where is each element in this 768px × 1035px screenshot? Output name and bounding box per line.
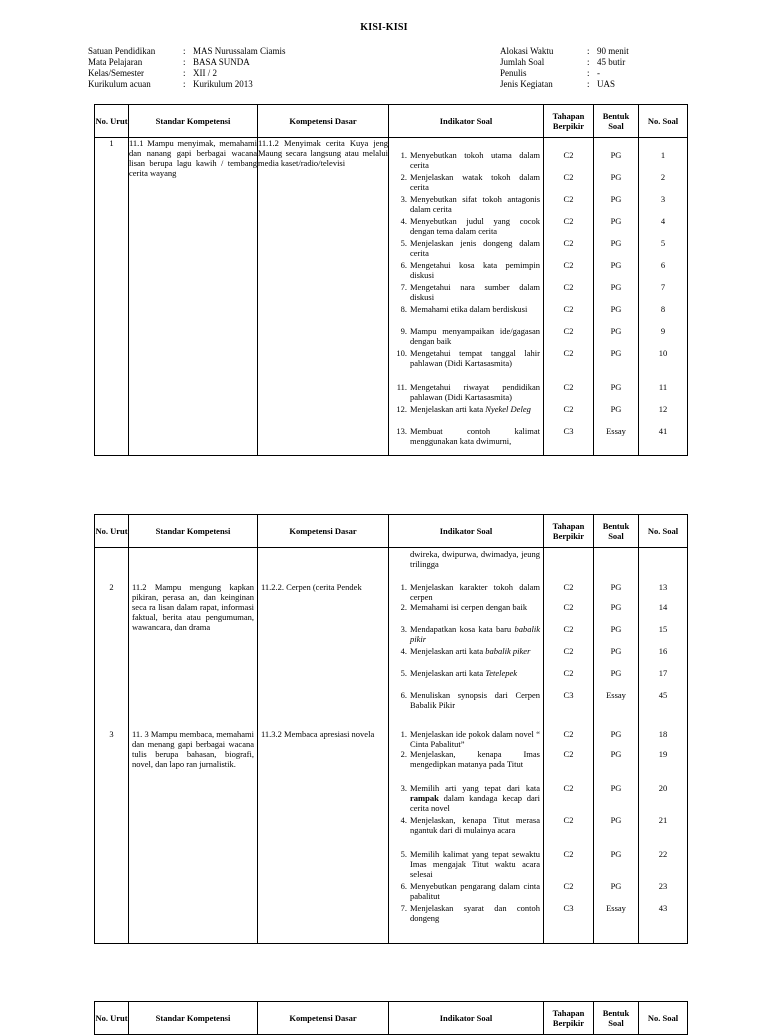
indicator-text: Menjelaskan arti kata Nyekel Deleg bbox=[410, 404, 531, 414]
meta-value: Kurikulum 2013 bbox=[193, 79, 253, 89]
nosoal-value: 17 bbox=[658, 668, 668, 678]
kompetensi-dasar-text: 11.3.2 Membaca apresiasi novela bbox=[261, 729, 375, 739]
indicator-item bbox=[389, 881, 543, 901]
meta-value: XII / 2 bbox=[193, 68, 217, 78]
indicator-item bbox=[389, 624, 543, 644]
tahapan-cell bbox=[544, 548, 594, 944]
tahapan-value: C2 bbox=[563, 282, 574, 292]
meta-row bbox=[500, 68, 629, 79]
header-standar-kompetensi: Standar Kompetensi bbox=[129, 1002, 258, 1035]
nosoal-value: 18 bbox=[658, 729, 668, 739]
header-standar-kompetensi: Standar Kompetensi bbox=[129, 105, 258, 138]
indicator-text: Menyebutkan tokoh utama dalam cerita bbox=[410, 150, 540, 170]
meta-label: Penulis bbox=[500, 68, 527, 78]
meta-label: Jenis Kegiatan bbox=[500, 79, 553, 89]
meta-label: Kelas/Semester bbox=[88, 68, 144, 78]
meta-row bbox=[500, 79, 629, 90]
indicator-item bbox=[389, 849, 543, 879]
header-indikator-soal: Indikator Soal bbox=[389, 1002, 544, 1035]
table-header-row bbox=[95, 1002, 688, 1035]
meta-value: UAS bbox=[597, 79, 616, 89]
tahapan-value: C2 bbox=[563, 582, 574, 592]
nosoal-value: 3 bbox=[660, 194, 666, 204]
tahapan-cell bbox=[544, 138, 594, 456]
tahapan-value: C2 bbox=[563, 849, 574, 859]
tahapan-value: C2 bbox=[563, 646, 574, 656]
indicator-item bbox=[389, 382, 543, 402]
indicator-number: 6. bbox=[400, 690, 407, 700]
indicator-number: 5. bbox=[400, 849, 407, 859]
tahapan-value: C2 bbox=[563, 326, 574, 336]
header-no-soal: No. Soal bbox=[639, 1002, 688, 1035]
nosoal-value: 23 bbox=[658, 881, 668, 891]
meta-label: Satuan Pendidikan bbox=[88, 46, 156, 56]
tahapan-value: C2 bbox=[563, 783, 574, 793]
meta-label: Mata Pelajaran bbox=[88, 57, 143, 67]
tahapan-value: C2 bbox=[563, 404, 574, 414]
meta-value: 45 butir bbox=[597, 57, 626, 67]
tahapan-value: C2 bbox=[563, 815, 574, 825]
indicator-item bbox=[389, 815, 543, 835]
indicator-text: Menjelaskan jenis dongeng dalam cerita bbox=[410, 238, 540, 258]
indicator-number: 6. bbox=[400, 881, 407, 891]
document-title: KISI-KISI bbox=[360, 22, 408, 33]
indicator-text: Menjelaskan karakter tokoh dalam cerpen bbox=[410, 582, 540, 602]
nosoal-value: 10 bbox=[658, 348, 668, 358]
bentuk-cell bbox=[594, 138, 639, 456]
kompetensi-dasar-text: 11.2.2. Cerpen (cerita Pendek bbox=[261, 582, 362, 592]
meta-label: Kurikulum acuan bbox=[88, 79, 151, 89]
bentuk-value: PG bbox=[610, 404, 622, 414]
nosoal-value: 2 bbox=[660, 172, 666, 182]
meta-left-block bbox=[88, 46, 286, 90]
kisi-table-1 bbox=[94, 104, 688, 456]
tahapan-value: C3 bbox=[563, 690, 574, 700]
header-no-urut: No. Urut bbox=[95, 515, 129, 548]
header-tahapan-berpikir: Tahapan Berpikir bbox=[544, 105, 594, 138]
kompetensi-dasar-cell bbox=[258, 548, 389, 944]
bentuk-value: PG bbox=[610, 668, 622, 678]
bentuk-value: PG bbox=[610, 150, 622, 160]
indicator-number: 7. bbox=[400, 903, 407, 913]
row-number: 1 bbox=[95, 138, 129, 456]
tahapan-value: C2 bbox=[563, 238, 574, 248]
bentuk-value: Essay bbox=[606, 426, 626, 436]
indicator-number: 1. bbox=[400, 582, 407, 592]
meta-row bbox=[88, 57, 286, 68]
nosoal-value: 15 bbox=[658, 624, 668, 634]
tahapan-value: C2 bbox=[563, 194, 574, 204]
meta-value: - bbox=[597, 68, 600, 78]
tahapan-value: C2 bbox=[563, 749, 574, 759]
bentuk-value: PG bbox=[610, 348, 622, 358]
nosoal-value: 14 bbox=[658, 602, 668, 612]
indicator-text: Menjelaskan arti kata babalik piker bbox=[410, 646, 531, 656]
bentuk-cell bbox=[594, 548, 639, 944]
nosoal-value: 7 bbox=[660, 282, 666, 292]
meta-row bbox=[500, 57, 629, 68]
row-number: 3 bbox=[109, 729, 114, 739]
indicator-text: Mengetahui nara sumber dalam diskusi bbox=[410, 282, 540, 302]
tahapan-value: C2 bbox=[563, 150, 574, 160]
tahapan-value: C2 bbox=[563, 382, 574, 392]
bentuk-value: Essay bbox=[606, 690, 626, 700]
header-tahapan-berpikir: Tahapan Berpikir bbox=[544, 1002, 594, 1035]
meta-value: 90 menit bbox=[597, 46, 629, 56]
tahapan-value: C2 bbox=[563, 348, 574, 358]
indicator-number: 2. bbox=[400, 749, 407, 759]
indicator-item bbox=[389, 668, 543, 678]
indicator-item bbox=[389, 282, 543, 302]
meta-colon: : bbox=[183, 79, 186, 89]
nosoal-value: 45 bbox=[658, 690, 668, 700]
indicator-text: Mengetahui kosa kata pemimpin diskusi bbox=[410, 260, 540, 280]
nosoal-value: 5 bbox=[660, 238, 666, 248]
meta-colon: : bbox=[183, 57, 186, 67]
indicator-number: 9. bbox=[400, 326, 407, 336]
table-row bbox=[95, 548, 688, 944]
bentuk-value: PG bbox=[610, 282, 622, 292]
standar-kompetensi-cell bbox=[129, 548, 258, 944]
row-number-cell bbox=[95, 548, 129, 944]
indicator-number: 13. bbox=[396, 426, 407, 436]
meta-colon: : bbox=[587, 57, 590, 67]
nosoal-value: 1 bbox=[660, 150, 666, 160]
indicator-text: Memilih arti yang tepat dari kata rampak dalam kandaga kecap dari cerita novel bbox=[410, 783, 540, 813]
indicator-number: 5. bbox=[400, 238, 407, 248]
indicator-text: Memahami etika dalam berdiskusi bbox=[410, 304, 528, 314]
indicator-number: 12. bbox=[396, 404, 407, 414]
indicator-item bbox=[389, 150, 543, 170]
header-kompetensi-dasar: Kompetensi Dasar bbox=[258, 105, 389, 138]
nosoal-cell bbox=[639, 138, 688, 456]
bentuk-value: PG bbox=[610, 815, 622, 825]
indicator-item bbox=[389, 783, 543, 813]
indicator-number: 3. bbox=[400, 783, 407, 793]
header-kompetensi-dasar: Kompetensi Dasar bbox=[258, 1002, 389, 1035]
tahapan-value: C2 bbox=[563, 624, 574, 634]
nosoal-value: 22 bbox=[658, 849, 668, 859]
bentuk-value: PG bbox=[610, 582, 622, 592]
indicator-number: 3. bbox=[400, 194, 407, 204]
indicator-item bbox=[389, 348, 543, 368]
indicator-number: 1. bbox=[400, 150, 407, 160]
meta-colon: : bbox=[183, 46, 186, 56]
bentuk-value: PG bbox=[610, 749, 622, 759]
indikator-cell bbox=[389, 138, 544, 456]
bentuk-value: PG bbox=[610, 326, 622, 336]
meta-right-block bbox=[500, 46, 629, 90]
tahapan-value: C2 bbox=[563, 172, 574, 182]
indicator-number: 2. bbox=[400, 602, 407, 612]
standar-kompetensi-text: 11.2 Mampu mengung kapkan pikiran, perasa an, dan keinginan seca ra lisan dalam rapat, informasi faktual, berita atau pengumuman, wawancara, dan drama bbox=[132, 582, 254, 632]
indicator-number: 10. bbox=[396, 348, 407, 358]
indicator-item bbox=[389, 304, 543, 314]
meta-label: Alokasi Waktu bbox=[500, 46, 554, 56]
standar-kompetensi-cell: 11.1 Mampu menyimak, memahami dan nanang gapi berbagai wacana lisan berupa lagu kawih / tembang cerita wayang bbox=[129, 138, 258, 456]
nosoal-value: 43 bbox=[658, 903, 668, 913]
header-no-soal: No. Soal bbox=[639, 105, 688, 138]
indicator-text: Memilih kalimat yang tepat sewaktu Imas mengajak Titut waktu acara selesai bbox=[410, 849, 540, 879]
header-no-urut: No. Urut bbox=[95, 105, 129, 138]
indicator-item bbox=[389, 404, 543, 414]
bentuk-value: PG bbox=[610, 729, 622, 739]
bentuk-value: Essay bbox=[606, 903, 626, 913]
indicator-item bbox=[389, 326, 543, 346]
bentuk-value: PG bbox=[610, 304, 622, 314]
bentuk-value: PG bbox=[610, 172, 622, 182]
indikator-cell bbox=[389, 548, 544, 944]
tahapan-value: C2 bbox=[563, 216, 574, 226]
indicator-item bbox=[389, 749, 543, 769]
indicator-number: 1. bbox=[400, 729, 407, 739]
indicator-item bbox=[389, 238, 543, 258]
indicator-text: Mampu menyampaikan ide/gagasan dengan baik bbox=[410, 326, 540, 346]
nosoal-value: 11 bbox=[658, 382, 668, 392]
indicator-item bbox=[389, 260, 543, 280]
meta-label: Jumlah Soal bbox=[500, 57, 545, 67]
indicator-item bbox=[389, 194, 543, 214]
indicator-text: Memahami isi cerpen dengan baik bbox=[410, 602, 528, 612]
indicator-item bbox=[389, 602, 543, 612]
kompetensi-dasar-cell: 11.1.2 Menyimak cerita Kuya jeng Maung secara langsung atau melalui media kaset/radio/televisi bbox=[258, 138, 389, 456]
nosoal-value: 16 bbox=[658, 646, 668, 656]
indicator-text: Menjelaskan arti kata Tetelepek bbox=[410, 668, 518, 678]
nosoal-value: 12 bbox=[658, 404, 668, 414]
nosoal-value: 41 bbox=[658, 426, 668, 436]
indicator-item bbox=[389, 582, 543, 602]
indicator-number: 11. bbox=[396, 382, 407, 392]
indicator-number: 4. bbox=[400, 216, 407, 226]
bentuk-value: PG bbox=[610, 260, 622, 270]
indicator-item bbox=[389, 690, 543, 710]
bentuk-value: PG bbox=[610, 602, 622, 612]
indicator-number: 5. bbox=[400, 668, 407, 678]
indicator-item bbox=[389, 903, 543, 923]
indicator-text: Menjelaskan, kenapa Imas mengedipkan matanya pada Titut bbox=[410, 749, 540, 769]
meta-colon: : bbox=[587, 79, 590, 89]
indicator-number: 7. bbox=[400, 282, 407, 292]
header-bentuk-soal: Bentuk Soal bbox=[594, 1002, 639, 1035]
indicator-text: Membuat contoh kalimat menggunakan kata dwimurni, bbox=[410, 426, 540, 446]
indicator-text: Menyebutkan judul yang cocok dengan tema dalam cerita bbox=[410, 216, 540, 236]
indicator-item bbox=[389, 216, 543, 236]
meta-row bbox=[88, 46, 286, 57]
nosoal-value: 6 bbox=[660, 260, 666, 270]
kisi-table-3 bbox=[94, 1001, 688, 1035]
header-kompetensi-dasar: Kompetensi Dasar bbox=[258, 515, 389, 548]
nosoal-value: 21 bbox=[658, 815, 668, 825]
indicator-text: Mendapatkan kosa kata baru babalik pikir bbox=[410, 624, 540, 644]
indicator-number: 6. bbox=[400, 260, 407, 270]
header-bentuk-soal: Bentuk Soal bbox=[594, 515, 639, 548]
bentuk-value: PG bbox=[610, 194, 622, 204]
nosoal-cell bbox=[639, 548, 688, 944]
tahapan-value: C2 bbox=[563, 881, 574, 891]
tahapan-value: C2 bbox=[563, 260, 574, 270]
indicator-number: 8. bbox=[400, 304, 407, 314]
row-number: 2 bbox=[109, 582, 114, 592]
meta-value: MAS Nurussalam Ciamis bbox=[193, 46, 286, 56]
bentuk-value: PG bbox=[610, 881, 622, 891]
nosoal-value: 9 bbox=[660, 326, 666, 336]
nosoal-value: 20 bbox=[658, 783, 668, 793]
header-tahapan-berpikir: Tahapan Berpikir bbox=[544, 515, 594, 548]
indicator-number: 2. bbox=[400, 172, 407, 182]
meta-colon: : bbox=[587, 68, 590, 78]
indicator-number: 4. bbox=[400, 646, 407, 656]
header-standar-kompetensi: Standar Kompetensi bbox=[129, 515, 258, 548]
header-no-urut: No. Urut bbox=[95, 1002, 129, 1035]
indicator-text: Mengetahui riwayat pendidikan pahlawan (Didi Kartasasmita) bbox=[410, 382, 540, 402]
indicator-text: Menyebutkan pengarang dalam cinta pabalitut bbox=[410, 881, 540, 901]
meta-row bbox=[500, 46, 629, 57]
bentuk-value: PG bbox=[610, 624, 622, 634]
tahapan-value: C3 bbox=[563, 903, 574, 913]
header-no-soal: No. Soal bbox=[639, 515, 688, 548]
meta-colon: : bbox=[587, 46, 590, 56]
table-header-row bbox=[95, 515, 688, 548]
bentuk-value: PG bbox=[610, 783, 622, 793]
meta-row bbox=[88, 79, 286, 90]
indicator-text: Menjelaskan ide pokok dalam novel “ Cinta Pabalitut” bbox=[410, 729, 540, 749]
indicator-text: Menyebutkan sifat tokoh antagonis dalam cerita bbox=[410, 194, 540, 214]
indicator-continuation: dwireka, dwipurwa, dwimadya, jeung trilingga bbox=[410, 549, 540, 569]
bentuk-value: PG bbox=[610, 216, 622, 226]
tahapan-value: C2 bbox=[563, 668, 574, 678]
header-indikator-soal: Indikator Soal bbox=[389, 105, 544, 138]
bentuk-value: PG bbox=[610, 849, 622, 859]
meta-value: BASA SUNDA bbox=[193, 57, 250, 67]
kisi-table-2 bbox=[94, 514, 688, 944]
nosoal-value: 13 bbox=[658, 582, 668, 592]
indicator-text: Mengetahui tempat tanggal lahir pahlawan (Didi Kartasasmita) bbox=[410, 348, 540, 368]
nosoal-value: 4 bbox=[660, 216, 666, 226]
indicator-text: Menjelaskan, kenapa Titut merasa ngantuk dari di mulainya acara bbox=[410, 815, 540, 835]
standar-kompetensi-text: 11. 3 Mampu membaca, memahami dan menang gapi berbagai wacana tulis berupa bahasan, biografi, novel, dan lapo ran jurnalistik. bbox=[132, 729, 254, 769]
meta-row bbox=[88, 68, 286, 79]
meta-colon: : bbox=[183, 68, 186, 78]
indicator-item bbox=[389, 172, 543, 192]
indicator-item bbox=[389, 729, 543, 749]
tahapan-value: C2 bbox=[563, 304, 574, 314]
table-header-row bbox=[95, 105, 688, 138]
nosoal-value: 19 bbox=[658, 749, 668, 759]
indicator-item bbox=[389, 646, 543, 656]
bentuk-value: PG bbox=[610, 238, 622, 248]
indicator-text: Menjelaskan syarat dan contoh dongeng bbox=[410, 903, 540, 923]
indicator-number: 4. bbox=[400, 815, 407, 825]
table-row bbox=[95, 138, 688, 456]
header-bentuk-soal: Bentuk Soal bbox=[594, 105, 639, 138]
bentuk-value: PG bbox=[610, 382, 622, 392]
tahapan-value: C3 bbox=[563, 426, 574, 436]
indicator-text: Menjelaskan watak tokoh dalam cerita bbox=[410, 172, 540, 192]
bentuk-value: PG bbox=[610, 646, 622, 656]
indicator-item bbox=[389, 426, 543, 446]
nosoal-value: 8 bbox=[660, 304, 666, 314]
indicator-number: 3. bbox=[400, 624, 407, 634]
header-indikator-soal: Indikator Soal bbox=[389, 515, 544, 548]
indicator-text: Menuliskan synopsis dari Cerpen Babalik Pikir bbox=[410, 690, 540, 710]
tahapan-value: C2 bbox=[563, 602, 574, 612]
tahapan-value: C2 bbox=[563, 729, 574, 739]
